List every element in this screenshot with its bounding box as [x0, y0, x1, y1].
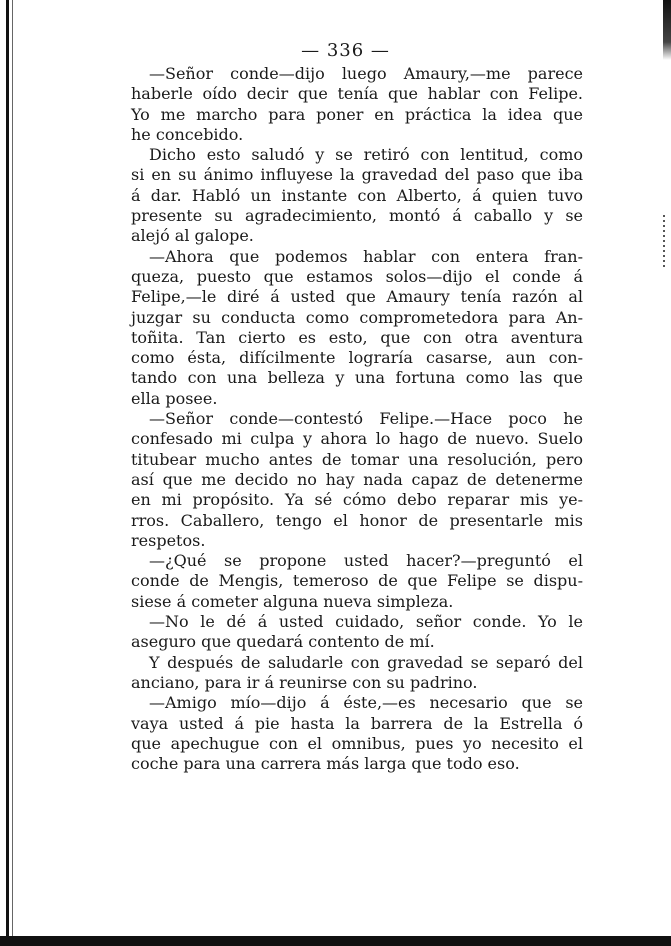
text-line: vaya usted á pie hasta la barrera de la Estrella ó [131, 713, 583, 733]
text-line: presente su agradecimiento, montó á caballo y se [131, 206, 583, 226]
text-line: respetos. [131, 530, 206, 550]
text-line: confesado mi culpa y ahora lo hago de nuevo. Suelo [131, 429, 583, 449]
text-line: en mi propósito. Ya sé cómo debo reparar mis ye- [131, 490, 583, 510]
text-line: queza, puesto que estamos solos—dijo el conde á [131, 266, 583, 286]
text-line: toñita. Tan cierto es esto, que con otra aventura [131, 327, 583, 347]
text-line: haberle oído decir que tenía que hablar con Felipe. [131, 84, 583, 104]
text-line: que apechugue con el omnibus, pues yo necesito el [131, 733, 583, 753]
scan-edge-bottom [0, 936, 671, 946]
text-line: á dar. Habló un instante con Alberto, á quien tuvo [131, 185, 583, 205]
scan-edge-left-line [12, 0, 13, 946]
text-line: siese á cometer alguna nueva simpleza. [131, 591, 454, 611]
text-line: Dicho esto saludó y se retiró con lentitud, como [149, 145, 583, 165]
scan-edge-right-speck [663, 215, 665, 270]
text-line: —Amigo mío—dijo á éste,—es necesario que se [149, 693, 583, 713]
text-line: así que me decido no hay nada capaz de detenerme [131, 469, 583, 489]
text-line: Yo me marcho para poner en práctica la idea que [131, 104, 583, 124]
scan-edge-left [6, 0, 9, 946]
text-line: como ésta, difícilmente lograría casarse, aun con- [131, 348, 583, 368]
text-line: alejó al galope. [131, 226, 254, 246]
text-line: juzgar su conducta como comprometedora para An- [131, 307, 583, 327]
text-line: aseguro que quedará contento de mí. [131, 632, 435, 652]
text-line: anciano, para ir á reunirse con su padrino. [131, 672, 478, 692]
page-number-header: — 336 — [301, 40, 390, 61]
text-line: —No le dé á usted cuidado, señor conde. Yo le [149, 612, 583, 632]
text-line: Y después de saludarle con gravedad se separó del [149, 652, 583, 672]
text-line: —¿Qué se propone usted hacer?—preguntó el [149, 551, 583, 571]
text-line: titubear mucho antes de tomar una resolución, pero [131, 449, 583, 469]
text-line: rros. Caballero, tengo el honor de presentarle mis [131, 510, 583, 530]
text-line: coche para una carrera más larga que todo eso. [131, 754, 520, 774]
text-line: ella posee. [131, 388, 218, 408]
text-line: he concebido. [131, 124, 244, 144]
text-line: —Ahora que podemos hablar con entera fran- [149, 246, 583, 266]
text-line: —Señor conde—contestó Felipe.—Hace poco he [149, 409, 583, 429]
text-line: tando con una belleza y una fortuna como las que [131, 368, 583, 388]
text-line: —Señor conde—dijo luego Amaury,—me parece [149, 64, 583, 83]
text-line: si en su ánimo influyese la gravedad del paso que iba [131, 165, 583, 185]
text-line: conde de Mengis, temeroso de que Felipe se dispu- [131, 571, 583, 591]
text-line: Felipe,—le diré á usted que Amaury tenía razón al [131, 287, 583, 307]
body-text [131, 64, 583, 774]
